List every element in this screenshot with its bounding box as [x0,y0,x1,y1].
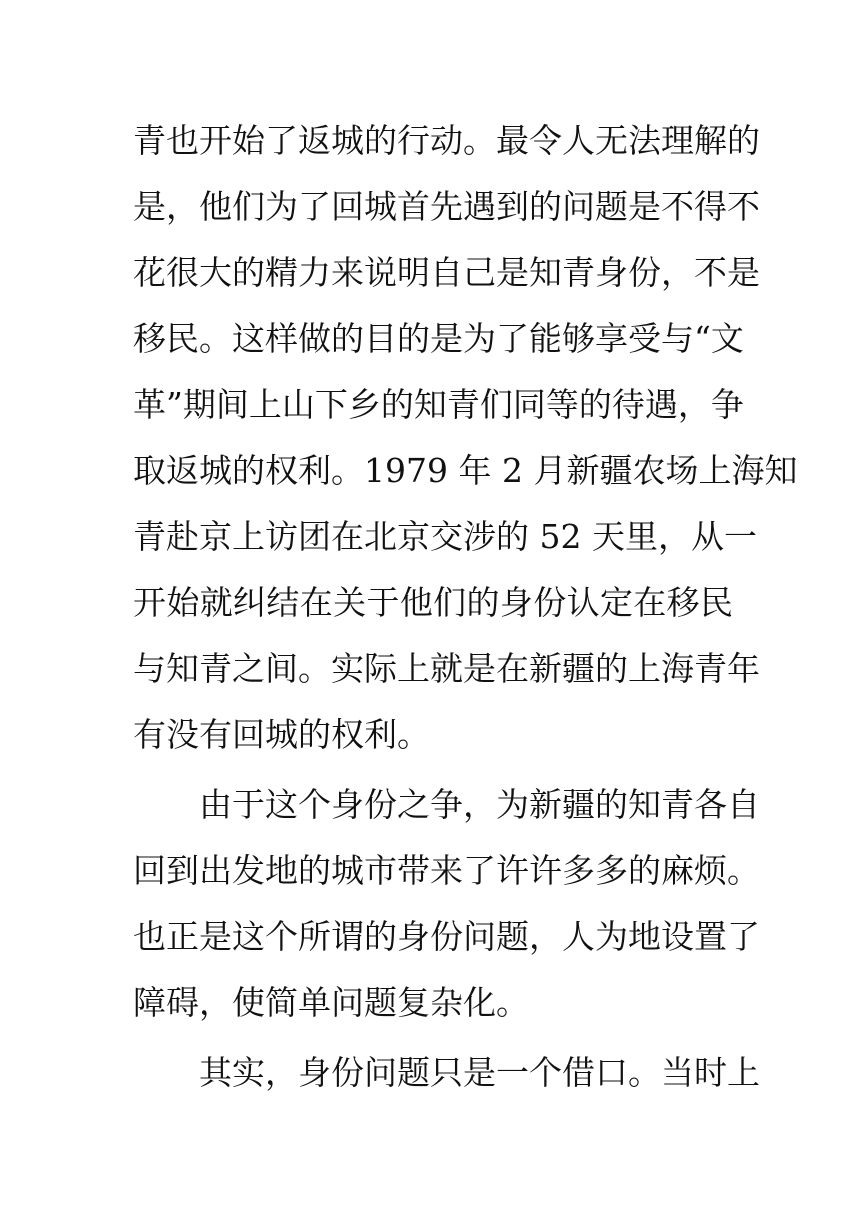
text-line: 其实，身份问题只是一个借口。当时上 [199,1053,760,1092]
paragraph-3 [133,1040,760,1106]
text-line: 革”期间上山下乡的知青们同等的待遇，争 [133,385,744,424]
text-line: 有没有回城的权利。 [133,715,430,754]
text-line: 开始就纠结在关于他们的身份认定在移民 [133,583,733,622]
paragraph-2 [133,772,760,1036]
text-line: 是，他们为了回城首先遇到的问题是不得不 [133,187,760,226]
text-line: 花很大的精力来说明自己是知青身份，不是 [133,253,760,292]
text-line: 障碍，使简单问题复杂化。 [133,983,529,1022]
paragraph-1 [133,108,798,768]
text-line: 移民。这样做的目的是为了能够享受与“文 [133,319,744,358]
text-line: 与知青之间。实际上就是在新疆的上海青年 [133,649,760,688]
body-text [133,108,798,1106]
text-line: 由于这个身份之争，为新疆的知青各自 [199,785,760,824]
text-line: 回到出发地的城市带来了许许多多的麻烦。 [133,851,760,890]
text-line: 取返城的权利。1979 年 2 月新疆农场上海知 [133,451,798,490]
text-line: 也正是这个所谓的身份问题，人为地设置了 [133,917,760,956]
text-line: 青赴京上访团在北京交涉的 52 天里，从一 [133,517,757,556]
text-line: 青也开始了返城的行动。最令人无法理解的 [133,121,760,160]
